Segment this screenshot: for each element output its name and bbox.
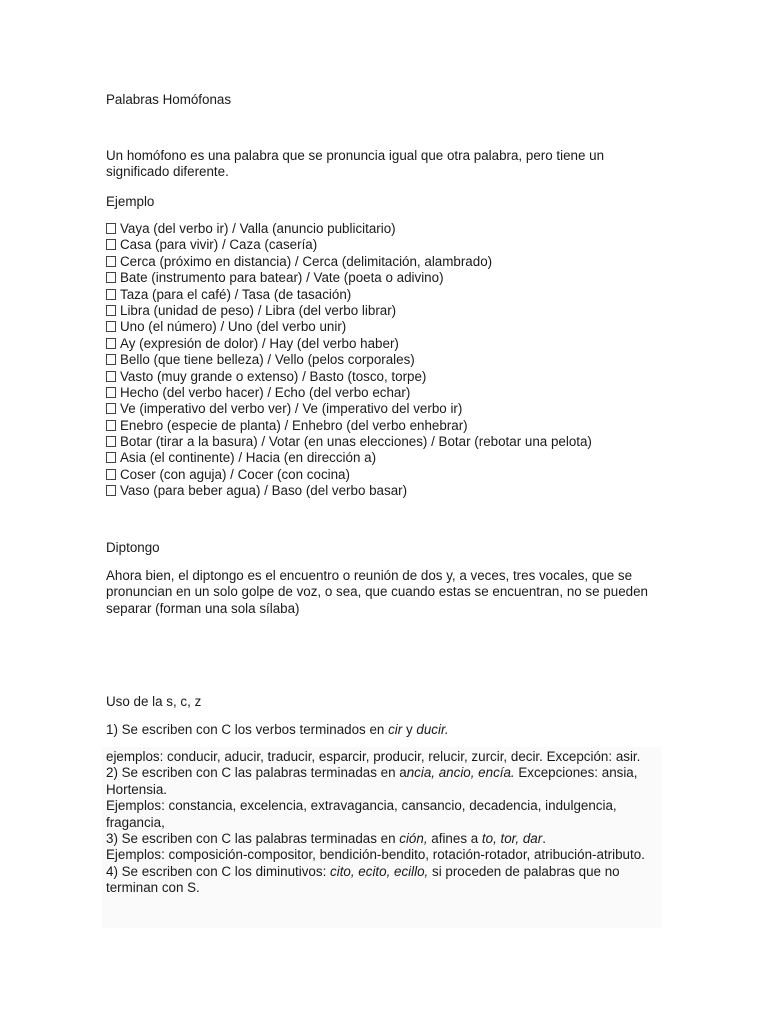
checkbox-glyph-icon bbox=[106, 305, 116, 316]
rule-4-text: 4) Se escriben con C los diminutivos: bbox=[106, 863, 331, 879]
checkbox-glyph-icon bbox=[106, 272, 116, 283]
rule-1-italic-2: ducir. bbox=[416, 722, 449, 737]
rule-1-examples: ejemplos: conducir, aducir, traducir, esparcir, producir, relucir, zurcir, decir. Excepción: asir. bbox=[106, 749, 641, 764]
list-item-text: Bello (que tiene belleza) / Vello (pelos corporales) bbox=[120, 352, 415, 368]
list-item-text: Taza (para el café) / Tasa (de tasación) bbox=[120, 286, 352, 302]
checkbox-glyph-icon bbox=[106, 387, 116, 398]
list-item-text: Ay (expresión de dolor) / Hay (del verbo haber) bbox=[120, 335, 399, 351]
checkbox-glyph-icon bbox=[106, 321, 116, 332]
list-item-text: Cerca (próximo en distancia) / Cerca (delimitación, alambrado) bbox=[120, 253, 493, 269]
list-item-text: Uno (el número) / Uno (del verbo unir) bbox=[120, 319, 347, 335]
rules-block bbox=[106, 749, 666, 897]
rule-1-text-2: y bbox=[402, 722, 417, 737]
list-item bbox=[106, 352, 666, 368]
rule-2-italic: ncia, ancio, encía. bbox=[406, 765, 515, 781]
rule-3-examples: Ejemplos: composición-compositor, bendición-bendito, rotación-rotador, atribución-atributo. bbox=[106, 847, 645, 863]
checkbox-glyph-icon bbox=[106, 223, 116, 234]
list-item-text: Asia (el continente) / Hacia (en dirección a) bbox=[120, 450, 377, 466]
rule-2 bbox=[106, 765, 666, 798]
list-item-text: Hecho (del verbo hacer) / Echo (del verbo echar) bbox=[120, 384, 411, 400]
list-item bbox=[106, 221, 666, 237]
diptongo-heading: Diptongo bbox=[106, 540, 160, 555]
checkbox-glyph-icon bbox=[106, 289, 116, 300]
diptongo-paragraph: Ahora bien, el diptongo es el encuentro o reunión de dos y, a veces, tres vocales, que se pronuncian en un solo golpe de voz, o sea, que cuando estas se encuentran, no se pueden separar (forman una sola sílaba) bbox=[106, 568, 648, 616]
list-item bbox=[106, 418, 666, 434]
rule-1-italic-1: cir bbox=[388, 722, 403, 737]
rule-3-text-3: . bbox=[542, 831, 546, 847]
list-item bbox=[106, 467, 666, 483]
intro-paragraph: Un homófono es una palabra que se pronuncia igual que otra palabra, pero tiene un significado diferente. bbox=[106, 148, 605, 180]
ejemplo-heading: Ejemplo bbox=[106, 194, 155, 209]
checkbox-glyph-icon bbox=[106, 403, 116, 414]
homophone-list bbox=[106, 221, 666, 500]
rule-3-text-2: afines a bbox=[427, 831, 482, 847]
list-item bbox=[106, 483, 666, 499]
list-item-text: Vaya (del verbo ir) / Valla (anuncio publicitario) bbox=[120, 221, 396, 236]
list-item bbox=[106, 434, 666, 450]
list-item bbox=[106, 303, 666, 319]
checkbox-glyph-icon bbox=[106, 469, 116, 480]
list-item bbox=[106, 287, 666, 303]
rule-3-italic-2: to, tor, dar bbox=[481, 831, 543, 847]
rule-3-text: 3) Se escriben con C las palabras terminadas en bbox=[106, 831, 400, 847]
list-item bbox=[106, 385, 666, 401]
list-item-text: Ve (imperativo del verbo ver) / Ve (imperativo del verbo ir) bbox=[120, 401, 463, 417]
list-item-text: Vaso (para beber agua) / Baso (del verbo basar) bbox=[120, 483, 408, 499]
checkbox-glyph-icon bbox=[106, 420, 116, 431]
list-item bbox=[106, 369, 666, 385]
rule-4 bbox=[106, 864, 666, 897]
list-item bbox=[106, 336, 666, 352]
list-item bbox=[106, 270, 666, 286]
rule-3-italic-1: ción, bbox=[399, 831, 428, 847]
list-item bbox=[106, 237, 666, 253]
checkbox-glyph-icon bbox=[106, 239, 116, 250]
rule-2-text-2: Excepciones: ansia, Hortensia. bbox=[106, 765, 638, 797]
list-item-text: Enebro (especie de planta) / Enhebro (del verbo enhebrar) bbox=[120, 417, 468, 433]
list-item-text: Coser (con aguja) / Cocer (con cocina) bbox=[120, 466, 350, 482]
list-item-text: Casa (para vivir) / Caza (casería) bbox=[120, 237, 318, 253]
rule-2-examples: Ejemplos: constancia, excelencia, extravagancia, cansancio, decadencia, indulgencia, fragancia, bbox=[106, 798, 617, 830]
list-item-text: Botar (tirar a la basura) / Votar (en unas elecciones) / Botar (rebotar una pelota) bbox=[120, 434, 592, 450]
checkbox-glyph-icon bbox=[106, 256, 116, 267]
list-item bbox=[106, 401, 666, 417]
uso-heading: Uso de la s, c, z bbox=[106, 694, 202, 709]
rule-1 bbox=[106, 722, 666, 738]
rule-3 bbox=[106, 831, 666, 847]
rule-2-text: 2) Se escriben con C las palabras terminadas en a bbox=[106, 765, 407, 781]
list-item-text: Bate (instrumento para batear) / Vate (poeta o adivino) bbox=[120, 270, 444, 286]
page-title: Palabras Homófonas bbox=[106, 92, 232, 107]
rule-4-italic: cito, ecito, ecillo, bbox=[330, 863, 429, 879]
checkbox-glyph-icon bbox=[106, 338, 116, 349]
list-item bbox=[106, 319, 666, 335]
list-item-text: Vasto (muy grande o extenso) / Basto (tosco, torpe) bbox=[120, 368, 427, 384]
list-item bbox=[106, 450, 666, 466]
checkbox-glyph-icon bbox=[106, 371, 116, 382]
checkbox-glyph-icon bbox=[106, 485, 116, 496]
list-item-text: Libra (unidad de peso) / Libra (del verbo librar) bbox=[120, 302, 397, 318]
checkbox-glyph-icon bbox=[106, 354, 116, 365]
checkbox-glyph-icon bbox=[106, 436, 116, 447]
rule-1-text: 1) Se escriben con C los verbos terminados en bbox=[106, 722, 389, 737]
list-item bbox=[106, 254, 666, 270]
checkbox-glyph-icon bbox=[106, 452, 116, 463]
rule-4-text-2: si proceden de palabras que no terminan con S. bbox=[106, 863, 620, 896]
